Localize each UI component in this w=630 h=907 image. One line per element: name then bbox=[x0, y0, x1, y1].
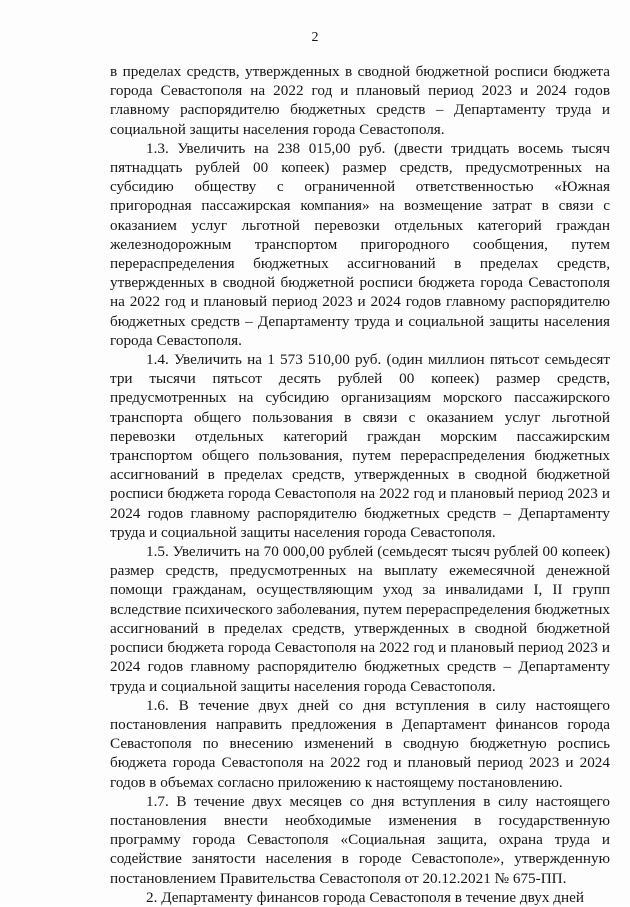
paragraph-2: 2. Департаменту финансов города Севастополя в течение двух дней bbox=[146, 888, 584, 906]
paragraph-1-6: 1.6. В течение двух дней со дня вступления в силу настоящего постановления направить предложения в Департамент финансов города Севастополя по внесению изменений в сводную бюджетную роспись бюджета города Севастополя на 2022 год и плановый период 2023 и 2024 годов в объемах согласно приложению к настоящему постановлению. bbox=[110, 696, 610, 791]
paragraph-1-4: 1.4. Увеличить на 1 573 510,00 руб. (один миллион пятьсот семьдесят три тысячи пятьсот десять рублей 00 копеек) размер средств, предусмотренных на субсидию организациям морского пассажирского транспорта общего пользования в связи с оказанием услуг льготной перевозки отдельных категорий граждан морским пассажирским транспортом общего пользования, путем перераспределения бюджетных ассигнований в пределах средств, утвержденных в сводной бюджетной росписи бюджета города Севастополя на 2022 год и плановый период 2023 и 2024 годов главному распорядителю бюджетных средств – Департаменту труда и социальной защиты населения города Севастополя. bbox=[110, 351, 610, 541]
paragraph-1-7: 1.7. В течение двух месяцев со дня вступления в силу настоящего постановления внести необходимые изменения в государственную программу города Севастополя «Социальная защита, охрана труда и содействие занятости населения в городе Севастополе», утвержденную постановлением Правительства Севастополя от 20.12.2021 № 675-ПП. bbox=[110, 792, 610, 887]
page-number: 2 bbox=[311, 30, 319, 45]
paragraph-1-5: 1.5. Увеличить на 70 000,00 рублей (семьдесят тысяч рублей 00 копеек) размер средств, предусмотренных на выплату ежемесячной денежной помощи гражданам, осуществляющим уход за инвалидами I, II групп вследствие психического заболевания, путем перераспределения бюджетных ассигнований в пределах средств, утвержденных в сводной бюджетной росписи бюджета города Севастополя на 2022 год и плановый период 2023 и 2024 годов главному распорядителю бюджетных средств – Департаменту труда и социальной защиты населения города Севастополя. bbox=[110, 543, 610, 695]
paragraph-continuation: в пределах средств, утвержденных в сводной бюджетной росписи бюджета города Севастополя на 2022 год и плановый период 2023 и 2024 годов главному распорядителю бюджетных средств – Департаменту труда и социальной защиты населения города Севастополя. bbox=[110, 63, 610, 138]
document-body bbox=[110, 62, 610, 907]
paragraph-1-3: 1.3. Увеличить на 238 015,00 руб. (двести тридцать восемь тысяч пятнадцать рублей 00 копеек) размер средств, предусмотренных на субсидию обществу с ограниченной ответственностью «Южная пригородная пассажирская компания» на возмещение затрат в связи с оказанием услуг льготной перевозки отдельных категорий граждан железнодорожным транспортом пригородного сообщения, путем перераспределения бюджетных ассигнований в пределах средств, утвержденных в сводной бюджетной росписи бюджета города Севастополя на 2022 год и плановый период 2023 и 2024 годов главному распорядителю бюджетных средств – Департаменту труда и социальной защиты населения города Севастополя. bbox=[110, 139, 610, 349]
